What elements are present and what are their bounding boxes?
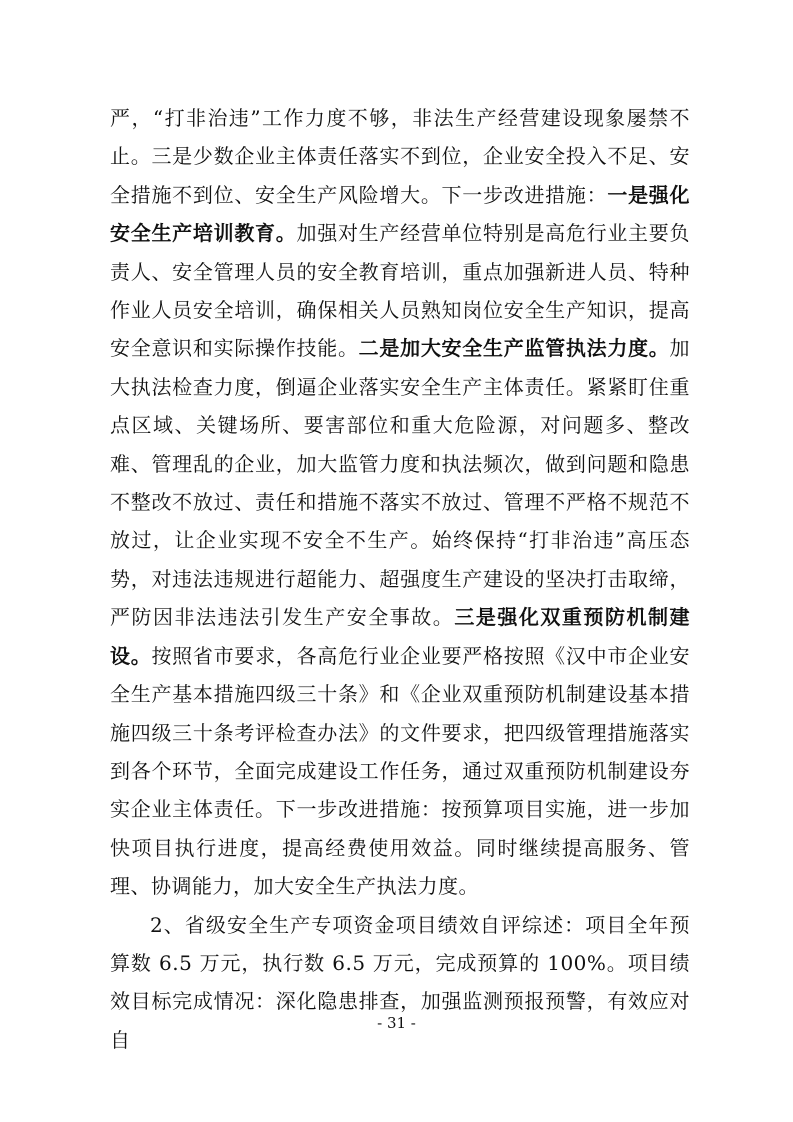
text-run: 按照省市要求，各高危行业企业要严格按照《汉中市企业安全生产基本措施四级三十条》和《企业双重预防机制建设基本措施四级三十条考评检查办法》的文件要求，把四级管理措施落实到各个环节，全面完成建设工作任务，通过双重预防机制建设夯实企业主体责任。下一步改进措施：按预算项目实施，进一步加快项目执行进度，提高经费使用效益。同时继续提高服务、管理、协调能力，加大安全生产执法力度。: [110, 643, 691, 899]
heading-run-training: 一是强化安全生产培训教育。: [110, 182, 691, 246]
page-number: - 31 -: [377, 1014, 416, 1032]
text-run: 2、省级安全生产专项资金项目绩效自评综述：项目全年预算数 6.5 万元，执行数 6.5 万元，完成预算的 100%。项目绩效目标完成情况：深化隐患排查，加强监测预报预警，有效应对自: [110, 912, 690, 1052]
heading-run-enforcement: 二是加大安全生产监管执法力度。: [358, 336, 670, 361]
text-run: 加大执法检查力度，倒逼企业落实安全生产主体责任。紧紧盯住重点区域、关键场所、要害部位和重大危险源，对问题多、整改难、管理乱的企业，加大监管力度和执法频次，做到问题和隐患不整改不放过、责任和措施不落实不放过、管理不严格不规范不放过，让企业实现不安全不生产。始终保持“打非治违”高压态势，对违法违规进行超能力、超强度生产建设的坚决打击取缔，严防因非法违法引发生产安全事故。: [110, 336, 691, 630]
text-run: 严，“打非治违”工作力度不够，非法生产经营建设现象屡禁不止。三是少数企业主体责任落实不到位，企业安全投入不足、安全措施不到位、安全生产风险增大。下一步改进措施：: [110, 106, 690, 207]
text-run: 加强对生产经营单位特别是高危行业主要负责人、安全管理人员的安全教育培训，重点加强新进人员、特种作业人员安全培训，确保相关人员熟知岗位安全生产知识，提高安全意识和实际操作技能。: [110, 221, 690, 361]
paragraph-2: [110, 906, 690, 1060]
paragraph-1: [110, 99, 690, 906]
heading-run-prevention: 三是强化双重预防机制建设。: [110, 605, 691, 668]
body-text: [110, 99, 690, 1059]
